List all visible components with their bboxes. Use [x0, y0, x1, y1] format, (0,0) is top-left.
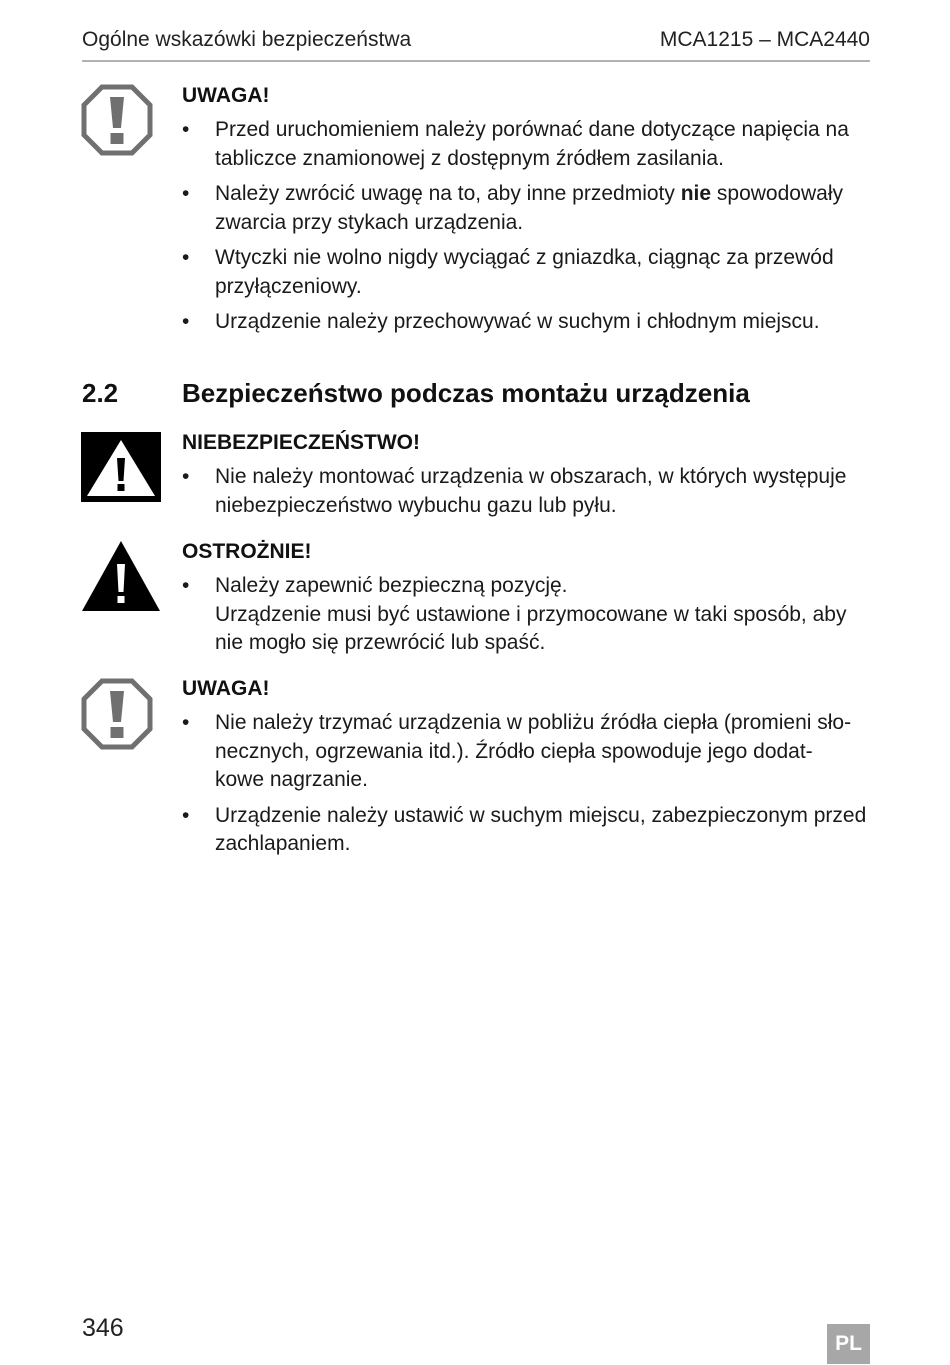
- notice-title: UWAGA!: [182, 84, 270, 107]
- list-item: • Należy zwrócić uwagę na to, aby inne przedmioty nie spowodowały zwarcia przy stykach urządzenia.: [182, 180, 872, 237]
- notice-title: UWAGA!: [182, 677, 270, 700]
- list-item: • Należy zapewnić bezpieczną pozycję. Urządzenie musi być ustawione i przymocowane w taki sposób, aby nie mogło się przewrócić lub spaść.: [182, 572, 872, 658]
- danger-title: NIEBEZPIECZEŃSTWO!: [182, 431, 421, 454]
- page-number: 346: [82, 1314, 124, 1342]
- warning-triangle-icon: [81, 540, 161, 617]
- list-item: • Urządzenie należy ustawić w suchym miejscu, zabezpieczonym przed zachlapaniem.: [182, 802, 872, 859]
- warning-triangle-framed-icon: [81, 432, 161, 507]
- list-item: • Urządzenie należy przechowywać w suchym i chłodnym miejscu.: [182, 308, 872, 337]
- list-item: • Nie należy montować urządzenia w obszarach, w których występuje niebezpieczeństwo wybuchu gazu lub pyłu.: [182, 463, 872, 520]
- list-item: • Wtyczki nie wolno nigdy wyciągać z gniazdka, ciągnąc za przewód przyłączeniowy.: [182, 244, 872, 301]
- notice-block-1: [182, 82, 872, 344]
- emphasis-text: nie: [680, 182, 712, 205]
- caution-title: OSTROŻNIE!: [182, 540, 312, 563]
- section-number: 2.2: [82, 378, 119, 408]
- list-item: • Nie należy trzymać urządzenia w pobliżu źródła ciepła (promieni sło- necznych, ogrzewania itd.). Źródło ciepła spowoduje jego dodat- kowe nagrzanie.: [182, 709, 872, 795]
- language-badge: PL: [827, 1324, 870, 1364]
- list-item: • Przed uruchomieniem należy porównać dane dotyczące napięcia na tabliczce znamionowej z dostępnym źródłem zasilania.: [182, 116, 872, 173]
- section-title: Bezpieczeństwo podczas montażu urządzenia: [182, 378, 750, 408]
- octagon-exclamation-icon: [81, 678, 153, 755]
- caution-block: [182, 538, 872, 665]
- octagon-exclamation-icon: [81, 84, 153, 161]
- notice-block-2: [182, 675, 872, 866]
- danger-block: [182, 429, 872, 527]
- page-header: [82, 28, 870, 62]
- header-model-range: MCA1215 – MCA2440: [659, 28, 870, 51]
- header-chapter-title: Ogólne wskazówki bezpieczeństwa: [82, 28, 412, 51]
